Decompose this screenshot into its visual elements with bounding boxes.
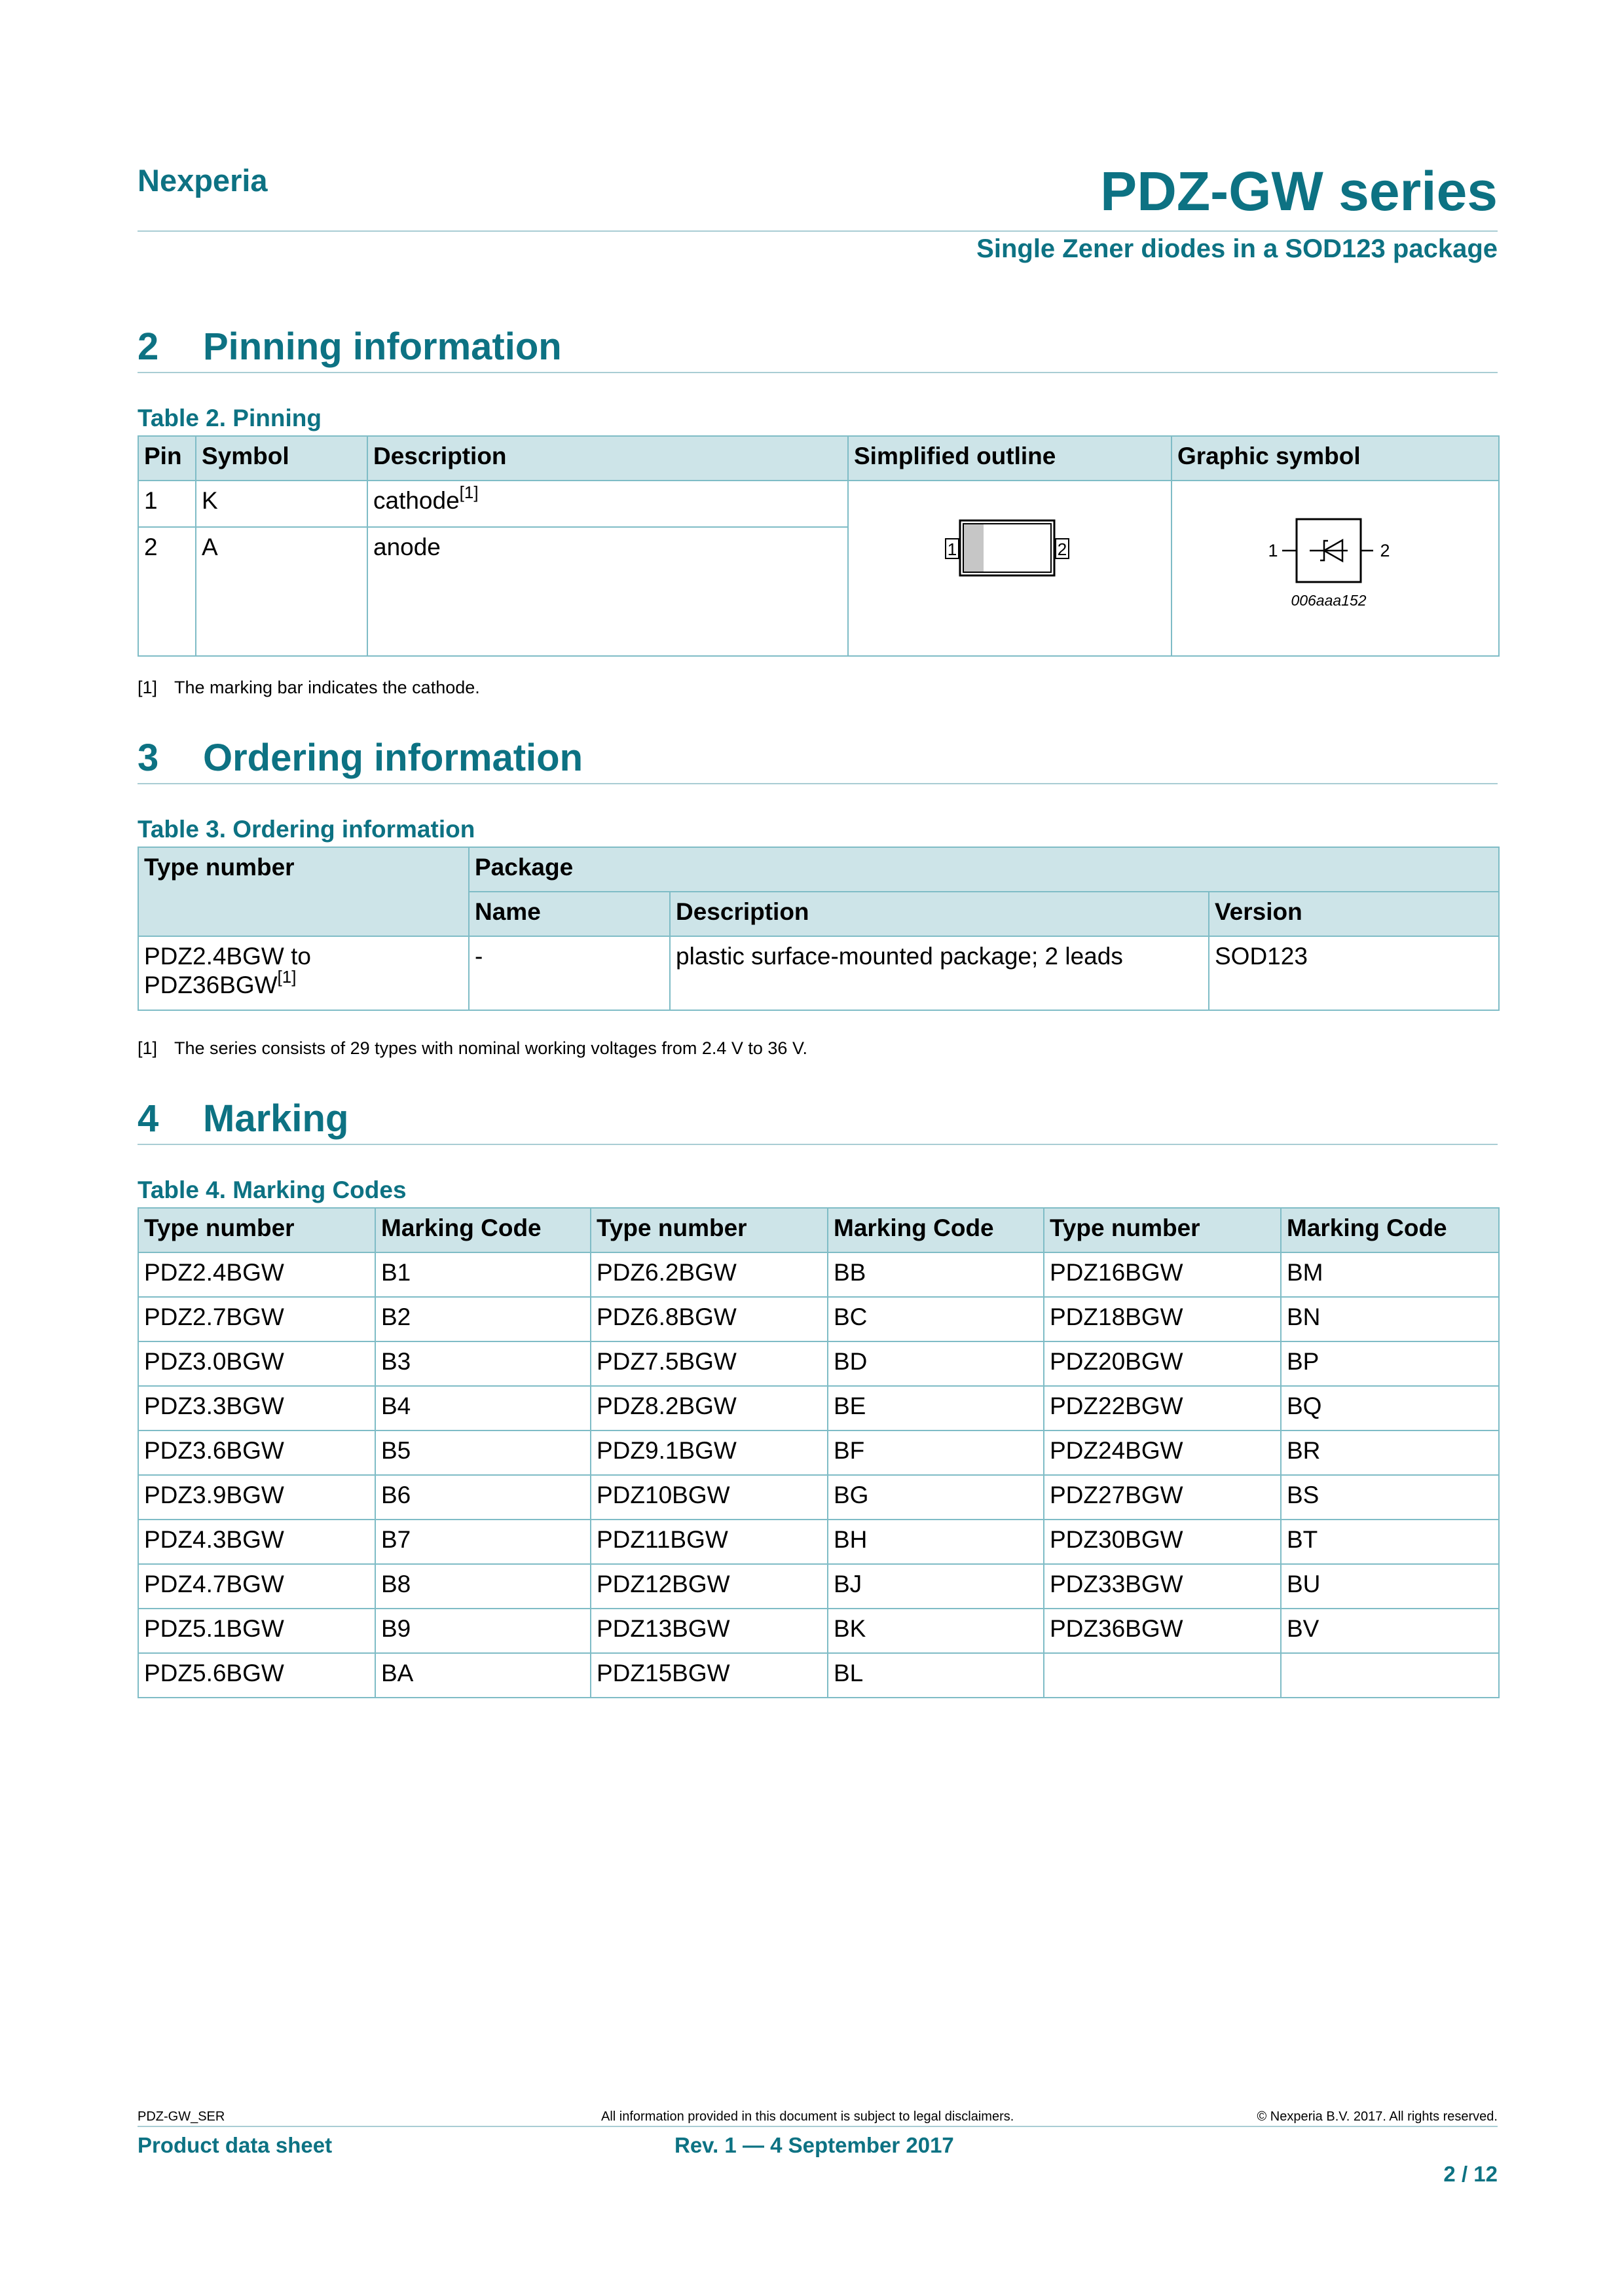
type-number-cell: PDZ4.3BGW [138,1520,375,1564]
symbol-cell: K [196,481,367,527]
col-header-type-number: Type number [138,847,469,936]
table-row [138,1252,1499,1297]
footnote-ref: [1] [138,678,158,697]
col-header-graphic-symbol: Graphic symbol [1172,436,1499,481]
col-header-marking-code: Marking Code [828,1208,1044,1252]
type-number-cell: PDZ36BGW [1044,1609,1281,1653]
type-number-cell: PDZ10BGW [591,1475,828,1520]
document-subtitle: Single Zener diodes in a SOD123 package [976,234,1498,263]
type-number-cell: PDZ30BGW [1044,1520,1281,1564]
table-row [138,481,1499,527]
col-header-marking-code: Marking Code [1281,1208,1499,1252]
col-header-package: Package [469,847,1499,892]
marking-code-cell: BB [828,1252,1044,1297]
marking-code-cell: BE [828,1386,1044,1430]
type-range-start: PDZ2.4BGW to [144,943,311,970]
col-header-name: Name [469,892,670,936]
type-number-cell: PDZ2.7BGW [138,1297,375,1341]
marking-code-cell: BJ [828,1564,1044,1609]
graphic-code: 006aaa152 [1291,592,1367,609]
col-header-type-number: Type number [138,1208,375,1252]
section-number: 4 [138,1097,159,1140]
type-number-cell: PDZ3.6BGW [138,1430,375,1475]
footer-doc-type: Product data sheet [138,2133,333,2157]
table-row [138,936,1499,1010]
marking-code-cell: B7 [375,1520,591,1564]
type-number-cell: PDZ4.7BGW [138,1564,375,1609]
marking-code-cell: BT [1281,1520,1499,1564]
sod123-outline-drawing [849,481,1172,649]
type-number-cell: PDZ20BGW [1044,1341,1281,1386]
footnote-ref: [1] [138,1038,158,1058]
package-description-cell: plastic surface-mounted package; 2 leads [670,936,1209,1010]
type-number-cell: PDZ6.8BGW [591,1297,828,1341]
col-header-pin: Pin [138,436,196,481]
type-number-cell: PDZ27BGW [1044,1475,1281,1520]
type-number-cell: PDZ11BGW [591,1520,828,1564]
graphic-pin-2-label: 2 [1380,541,1390,560]
marking-code-cell: B6 [375,1475,591,1520]
marking-code-cell: B9 [375,1609,591,1653]
pin-1-label: 1 [947,539,957,559]
footnote-ref: [1] [459,483,479,502]
table-row [138,1430,1499,1475]
col-header-type-number: Type number [1044,1208,1281,1252]
marking-code-cell: BN [1281,1297,1499,1341]
type-number-cell: PDZ5.6BGW [138,1653,375,1698]
cathode-marking-bar [964,524,984,572]
footer-disclaimer: All information provided in this document is subject to legal disclaimers. [601,2109,1014,2124]
col-header-version: Version [1209,892,1499,936]
marking-code-cell: BD [828,1341,1044,1386]
table-row [138,1341,1499,1386]
marking-code-cell: BP [1281,1341,1499,1386]
document-title: PDZ-GW series [1100,160,1498,222]
footer-page-number: 2 / 12 [1443,2162,1498,2186]
section-title: Pinning information [203,325,562,368]
table-row [138,1520,1499,1564]
marking-table-body [138,1252,1499,1698]
table-row [138,1475,1499,1520]
type-number-cell: PDZ6.2BGW [591,1252,828,1297]
marking-code-cell: BS [1281,1475,1499,1520]
marking-code-cell: BC [828,1297,1044,1341]
marking-code-cell: BF [828,1430,1044,1475]
table-row [138,1564,1499,1609]
section-title: Marking [203,1097,349,1140]
zener-diode-symbol [1172,481,1499,649]
symbol-cell: A [196,527,367,656]
marking-code-cell: B2 [375,1297,591,1341]
footnote-text: The series consists of 29 types with nominal working voltages from 2.4 V to 36 V. [174,1038,807,1058]
footer-copyright: © Nexperia B.V. 2017. All rights reserved. [1257,2109,1498,2124]
ordering-table [138,847,1500,1011]
section-number: 2 [138,325,159,368]
type-number-cell: PDZ3.9BGW [138,1475,375,1520]
type-number-cell: PDZ15BGW [591,1653,828,1698]
footer-doc-id: PDZ-GW_SER [138,2109,225,2124]
description-text: cathode [373,487,460,514]
simplified-outline-cell [848,481,1172,656]
footer-divider [138,2126,1498,2127]
marking-code-cell: BL [828,1653,1044,1698]
ordering-table-caption: Table 3. Ordering information [138,816,475,843]
col-header-marking-code: Marking Code [375,1208,591,1252]
marking-code-cell: B1 [375,1252,591,1297]
pinning-table-caption: Table 2. Pinning [138,405,322,431]
type-number-cell: PDZ9.1BGW [591,1430,828,1475]
marking-code-cell: BA [375,1653,591,1698]
section-ordering-heading [138,736,1498,784]
footnote-ref: [1] [277,967,297,987]
marking-code-cell [1281,1653,1499,1698]
col-header-simplified-outline: Simplified outline [848,436,1172,481]
description-cell [367,481,848,527]
section-title: Ordering information [203,737,583,779]
col-header-description: Description [367,436,848,481]
pin-cell: 2 [138,527,196,656]
type-number-cell: PDZ18BGW [1044,1297,1281,1341]
marking-code-cell: BQ [1281,1386,1499,1430]
marking-code-cell: BK [828,1609,1044,1653]
company-name: Nexperia [138,163,268,198]
table-row [138,1609,1499,1653]
type-number-cell: PDZ3.0BGW [138,1341,375,1386]
type-number-cell: PDZ3.3BGW [138,1386,375,1430]
pin-2-label: 2 [1057,539,1067,559]
marking-code-cell: B3 [375,1341,591,1386]
footer-revision: Rev. 1 — 4 September 2017 [674,2133,954,2157]
type-range-end-line [144,967,463,1000]
graphic-symbol-cell [1172,481,1499,656]
marking-code-cell: BV [1281,1609,1499,1653]
section-marking-heading [138,1097,1498,1145]
pinning-table [138,435,1500,657]
table-row [138,1653,1499,1698]
package-name-cell: - [469,936,670,1010]
footnote-text: The marking bar indicates the cathode. [174,678,480,697]
type-number-cell: PDZ33BGW [1044,1564,1281,1609]
type-number-cell: PDZ2.4BGW [138,1252,375,1297]
header-divider [138,230,1498,232]
pinning-footnote [138,678,480,698]
marking-code-cell: B5 [375,1430,591,1475]
type-number-cell: PDZ7.5BGW [591,1341,828,1386]
type-number-cell: PDZ22BGW [1044,1386,1281,1430]
marking-code-cell: BU [1281,1564,1499,1609]
marking-table-caption: Table 4. Marking Codes [138,1176,407,1203]
marking-code-cell: BG [828,1475,1044,1520]
type-number-cell: PDZ13BGW [591,1609,828,1653]
type-number-cell: PDZ5.1BGW [138,1609,375,1653]
type-range-end: PDZ36BGW [144,972,278,998]
type-number-cell: PDZ12BGW [591,1564,828,1609]
type-number-cell [1044,1653,1281,1698]
table-row [138,1297,1499,1341]
section-pinning-heading [138,325,1498,373]
marking-code-cell: BH [828,1520,1044,1564]
pin-cell: 1 [138,481,196,527]
marking-code-cell: B8 [375,1564,591,1609]
type-number-cell: PDZ24BGW [1044,1430,1281,1475]
type-number-cell: PDZ8.2BGW [591,1386,828,1430]
package-version-cell: SOD123 [1209,936,1499,1010]
table-row [138,1386,1499,1430]
marking-code-cell: BM [1281,1252,1499,1297]
type-number-cell [138,936,469,1010]
col-header-description: Description [670,892,1209,936]
graphic-pin-1-label: 1 [1268,541,1278,560]
marking-code-cell: B4 [375,1386,591,1430]
ordering-footnote [138,1038,807,1059]
section-number: 3 [138,737,159,779]
description-cell: anode [367,527,848,656]
type-number-cell: PDZ16BGW [1044,1252,1281,1297]
col-header-symbol: Symbol [196,436,367,481]
marking-table [138,1207,1500,1698]
col-header-type-number: Type number [591,1208,828,1252]
marking-code-cell: BR [1281,1430,1499,1475]
